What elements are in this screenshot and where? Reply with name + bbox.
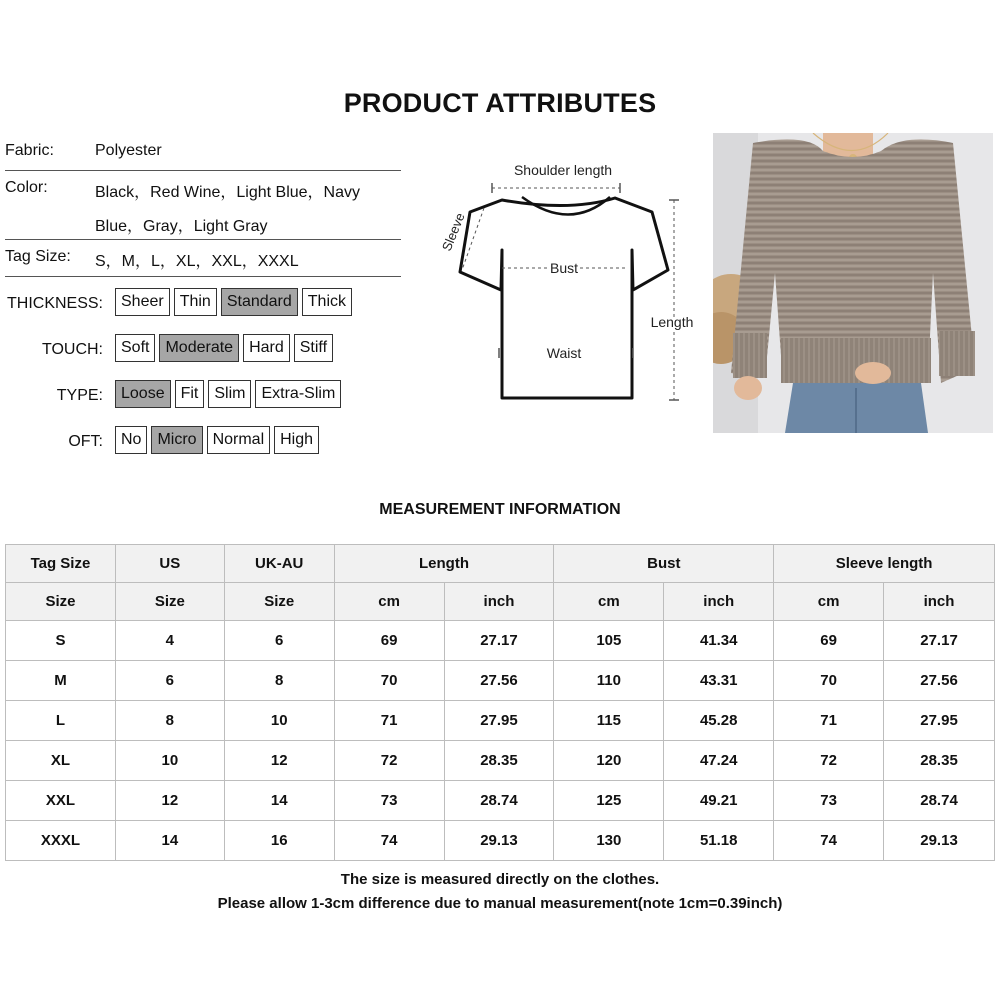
option-box-no: No [115,426,147,454]
table-cell: 70 [774,661,884,701]
table-cell: 73 [334,781,444,821]
option-group [115,380,341,408]
option-box-micro: Micro [151,426,202,454]
table-cell: 125 [554,781,664,821]
table-cell: 6 [115,661,224,701]
fabric-label: Fabric: [5,142,54,159]
header-tag-size: Tag Size [6,545,116,583]
tag-size-label: Tag Size: [5,248,71,265]
table-cell: XXXL [6,821,116,861]
option-group [115,426,319,454]
table-cell: XL [6,741,116,781]
header-uk-au: UK-AU [224,545,334,583]
table-cell: 27.95 [444,701,554,741]
tag-size-value: S，M，L，XL，XXL，XXXL [95,253,299,270]
shoulder-length-label: Shoulder length [513,162,613,178]
option-group-label: THICKNESS: [6,295,103,312]
subheader-cell: cm [334,583,444,621]
table-cell: 12 [115,781,224,821]
fabric-value: Polyester [95,142,162,159]
option-box-thick: Thick [302,288,352,316]
table-cell: 8 [224,661,334,701]
footer-note-1: The size is measured directly on the clothes. [340,871,660,888]
length-label: Length [650,314,694,330]
option-box-fit: Fit [175,380,205,408]
footer-note-2: Please allow 1-3cm difference due to manual measurement(note 1cm=0.39inch) [217,895,783,912]
option-box-hard: Hard [243,334,290,362]
table-row [6,821,995,861]
table-cell: 74 [334,821,444,861]
table-cell: 10 [224,701,334,741]
color-value-line2: Blue，Gray，Light Gray [95,218,268,235]
table-cell: 14 [224,781,334,821]
header-bust: Bust [554,545,774,583]
table-cell: XXL [6,781,116,821]
table-cell: 74 [774,821,884,861]
table-cell: 69 [774,621,884,661]
table-cell: 71 [334,701,444,741]
option-box-thin: Thin [174,288,217,316]
table-cell: 28.35 [444,741,554,781]
option-box-normal: Normal [207,426,271,454]
table-cell: 27.56 [884,661,995,701]
table-cell: 12 [224,741,334,781]
table-cell: 27.95 [884,701,995,741]
table-cell: 28.35 [884,741,995,781]
option-group-label: OFT: [68,433,103,450]
size-diagram [430,150,700,410]
option-group [115,288,352,316]
table-cell: 70 [334,661,444,701]
table-cell: 72 [334,741,444,781]
table-cell: 43.31 [664,661,774,701]
right-cuff [939,331,975,376]
table-cell: 29.13 [884,821,995,861]
table-cell: L [6,701,116,741]
table-cell: 71 [774,701,884,741]
subheader-cell: inch [884,583,995,621]
page-title: PRODUCT ATTRIBUTES [343,88,657,118]
product-photo [713,133,993,433]
table-cell: 27.17 [884,621,995,661]
table-row [6,701,995,741]
table-cell: 27.17 [444,621,554,661]
option-box-sheer: Sheer [115,288,170,316]
table-cell: 14 [115,821,224,861]
table-cell: 130 [554,821,664,861]
option-box-high: High [274,426,319,454]
color-value-line1: Black，Red Wine，Light Blue，Navy [95,184,360,201]
option-group [115,334,333,362]
tshirt-outline [460,197,668,398]
table-cell: 4 [115,621,224,661]
table-cell: 10 [115,741,224,781]
option-box-moderate: Moderate [159,334,239,362]
table-cell: 115 [554,701,664,741]
color-label: Color: [5,179,48,196]
tshirt-body [460,198,668,398]
subheader-cell: inch [664,583,774,621]
table-cell: 28.74 [884,781,995,821]
table-cell: S [6,621,116,661]
table-cell: 16 [224,821,334,861]
left-cuff [733,333,767,378]
table-row [6,661,995,701]
table-cell: 27.56 [444,661,554,701]
table-row [6,781,995,821]
table-row [6,741,995,781]
table-row [6,621,995,661]
divider [5,276,401,277]
option-box-soft: Soft [115,334,155,362]
bust-label: Bust [549,260,579,276]
measure-ticks [492,183,679,400]
table-cell: 28.74 [444,781,554,821]
option-box-stiff: Stiff [294,334,333,362]
option-box-standard: Standard [221,288,298,316]
measurement-table [5,544,995,861]
subheader-cell: cm [554,583,664,621]
left-hand [734,376,762,400]
table-cell: 120 [554,741,664,781]
measure-lines [462,188,674,400]
header-row-2 [6,583,995,621]
table-cell: 110 [554,661,664,701]
option-box-extra-slim: Extra-Slim [255,380,341,408]
table-cell: 51.18 [664,821,774,861]
option-box-loose: Loose [115,380,171,408]
table-cell: 45.28 [664,701,774,741]
right-hand [855,362,891,384]
option-box-slim: Slim [208,380,251,408]
option-group-label: TYPE: [56,387,103,404]
divider [5,239,401,240]
table-cell: 6 [224,621,334,661]
subheader-cell: Size [6,583,116,621]
subheader-cell: Size [224,583,334,621]
waist-label: Waist [546,345,582,361]
sleeve-label: Sleeve [438,210,468,254]
measurement-title: MEASUREMENT INFORMATION [379,501,621,518]
subheader-cell: cm [774,583,884,621]
header-row-1 [6,545,995,583]
table-cell: 73 [774,781,884,821]
table-cell: 29.13 [444,821,554,861]
table-cell: 47.24 [664,741,774,781]
table-cell: 8 [115,701,224,741]
table-cell: 72 [774,741,884,781]
table-cell: M [6,661,116,701]
table-cell: 49.21 [664,781,774,821]
option-group-label: TOUCH: [41,341,103,358]
table-cell: 69 [334,621,444,661]
header-us: US [115,545,224,583]
header-sleeve-length: Sleeve length [774,545,995,583]
subheader-cell: Size [115,583,224,621]
header-length: Length [334,545,554,583]
divider [5,170,401,171]
subheader-cell: inch [444,583,554,621]
table-cell: 105 [554,621,664,661]
table-cell: 41.34 [664,621,774,661]
